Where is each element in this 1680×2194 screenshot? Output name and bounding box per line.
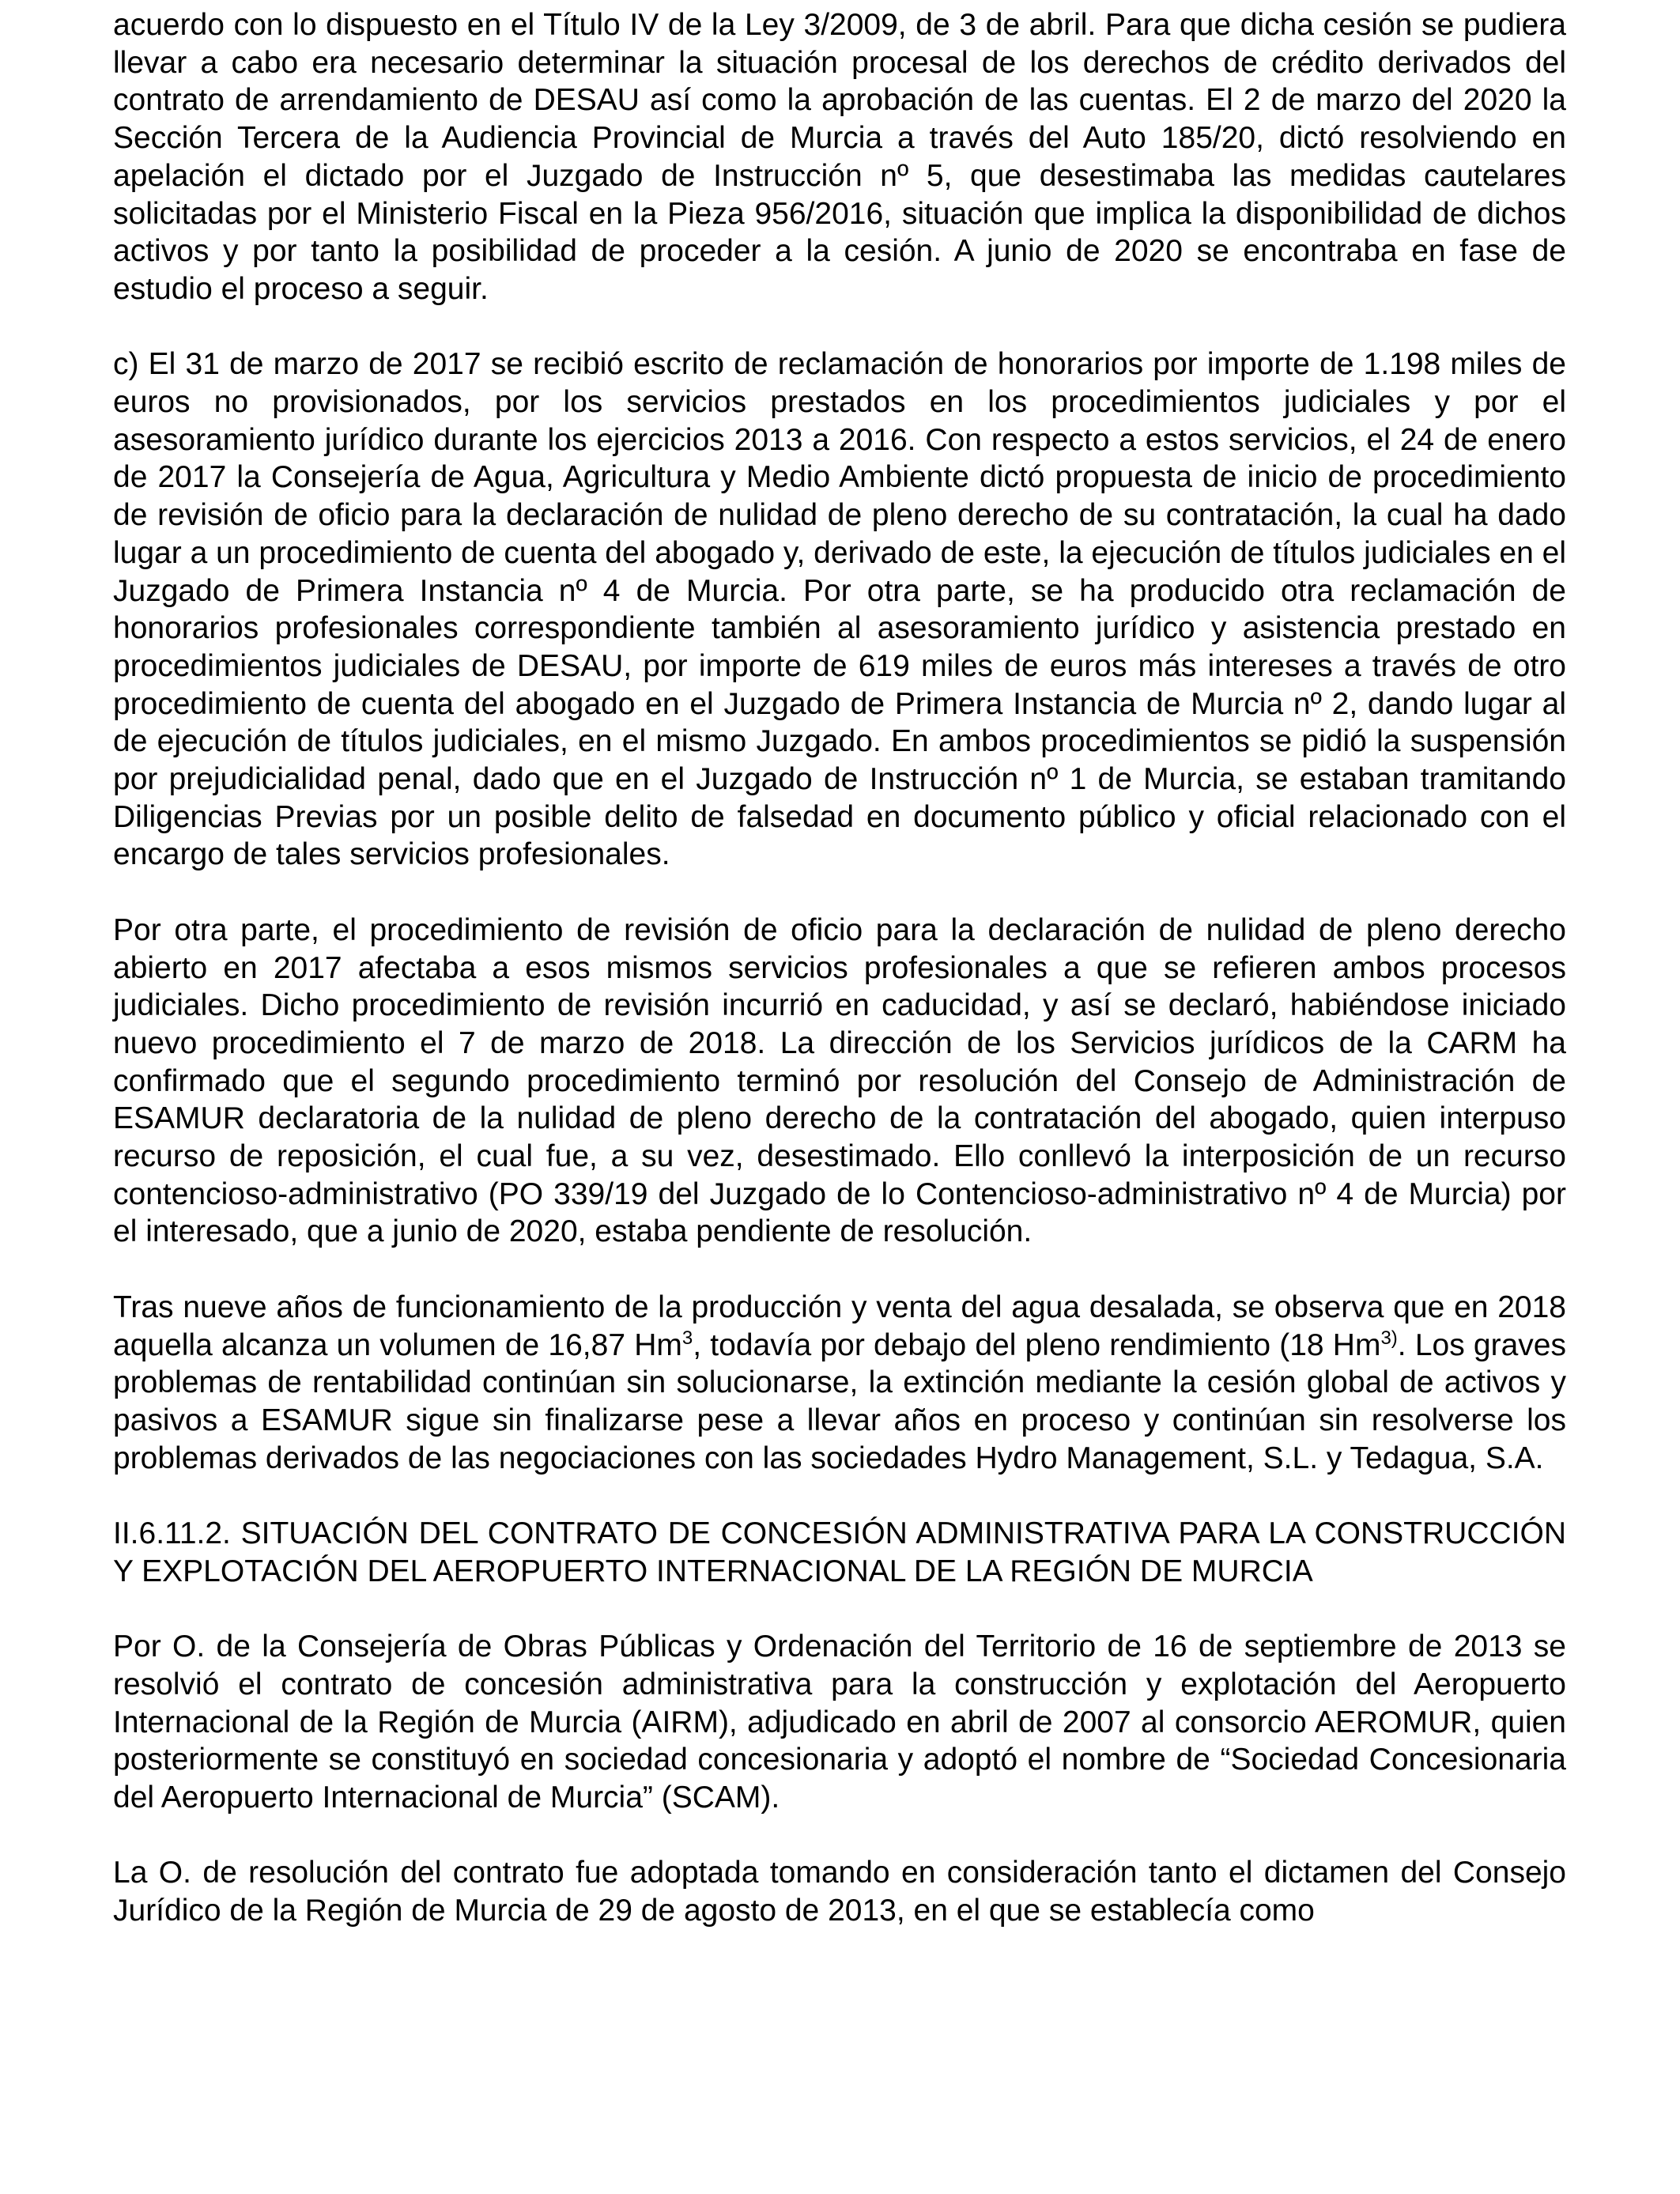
paragraph-cesion-activos: acuerdo con lo dispuesto en el Título IV de la Ley 3/2009, de 3 de abril. Para que dicha cesión se pudiera llevar a cabo era necesario determinar la situación procesal de los derechos de crédito derivados del contrato de arrendamiento de DESAU así como la aprobación de las cuentas. El 2 de marzo del 2020 la Sección Tercera de la Audiencia Provincial de Murcia a través del Auto 185/20, dictó resolviendo en apelación el dictado por el Juzgado de Instrucción nº 5, que desestimaba las medidas cautelares solicitadas por el Ministerio Fiscal en la Pieza 956/2016, situación que implica la disponibilidad de dichos activos y por tanto la posibilidad de proceder a la cesión. A junio de 2020 se encontraba en fase de estudio el proceso a seguir. [113,8,1566,306]
paragraph-text-part: . Los graves problemas de rentabilidad continúan sin solucionarse, la extinción mediante la cesión global de activos y pasivos a ESAMUR sigue sin finalizarse pese a llevar años en proceso y continúan sin resolverse los problemas derivados de las negociaciones con las sociedades Hydro Management, S.L. y Tedagua, S.A. [113,1327,1566,1475]
paragraph-dictamen: La O. de resolución del contrato fue adoptada tomando en consideración tanto el dictamen del Consejo Jurídico de la Región de Murcia de 29 de agosto de 2013, en el que se establecía como [113,1856,1566,1928]
section-heading: II.6.11.2. SITUACIÓN DEL CONTRATO DE CONCESIÓN ADMINISTRATIVA PARA LA CONSTRUCCIÓN Y EXPLOTACIÓN DEL AEROPUERTO INTERNACIONAL DE LA REGIÓN DE MURCIA [113,1516,1566,1588]
paragraph-text-part: , todavía por debajo del pleno rendimiento (18 Hm [693,1327,1381,1362]
paragraph-produccion-agua [113,1289,1566,1478]
paragraph-revision-oficio: Por otra parte, el procedimiento de revisión de oficio para la declaración de nulidad de pleno derecho abierto en 2017 afectaba a esos mismos servicios profesionales a que se refieren ambos procesos judiciales. Dicho procedimiento de revisión incurrió en caducidad, y así se declaró, habiéndose iniciado nuevo procedimiento el 7 de marzo de 2018. La dirección de los Servicios jurídicos de la CARM ha confirmado que el segundo procedimiento terminó por resolución del Consejo de Administración de ESAMUR declaratoria de la nulidad de pleno derecho de la contratación del abogado, quien interpuso recurso de reposición, el cual fue, a su vez, desestimado. Ello conllevó la interposición de un recurso contencioso-administrativo (PO 339/19 del Juzgado de lo Contencioso-administrativo nº 4 de Murcia) por el interesado, que a junio de 2020, estaba pendiente de resolución. [113,912,1566,1249]
paragraph-resolucion-contrato: Por O. de la Consejería de Obras Públicas y Ordenación del Territorio de 16 de septiembre de 2013 se resolvió el contrato de concesión administrativa para la construcción y explotación del Aeropuerto Internacional de la Región de Murcia (AIRM), adjudicado en abril de 2007 al consorcio AEROMUR, quien posteriormente se constituyó en sociedad concesionaria y adoptó el nombre de “Sociedad Concesionaria del Aeropuerto Internacional de Murcia” (SCAM). [113,1629,1566,1814]
superscript-cubic: 3 [681,1327,693,1349]
superscript-cubic: 3) [1380,1327,1398,1349]
paragraph-text-part: Tras nueve años de funcionamiento de la producción y venta del agua desalada, se observa que en 2018 aquella alcanza un volumen de 16,87 Hm [113,1290,1566,1362]
paragraph-reclamacion-honorarios: c) El 31 de marzo de 2017 se recibió escrito de reclamación de honorarios por importe de 1.198 miles de euros no provisionados, por los servicios prestados en los procedimientos judiciales y por el asesoramiento jurídico durante los ejercicios 2013 a 2016. Con respecto a estos servicios, el 24 de enero de 2017 la Consejería de Agua, Agricultura y Medio Ambiente dictó propuesta de inicio de procedimiento de revisión de oficio para la declaración de nulidad de pleno derecho de su contratación, la cual ha dado lugar a un procedimiento de cuenta del abogado y, derivado de este, la ejecución de títulos judiciales en el Juzgado de Primera Instancia nº 4 de Murcia. Por otra parte, se ha producido otra reclamación de honorarios profesionales correspondiente también al asesoramiento jurídico y asistencia prestado en procedimientos judiciales de DESAU, por importe de 619 miles de euros más intereses a través de otro procedimiento de cuenta del abogado en el Juzgado de Primera Instancia de Murcia nº 2, dando lugar al de ejecución de títulos judiciales, en el mismo Juzgado. En ambos procedimientos se pidió la suspensión por prejudicialidad penal, dado que en el Juzgado de Instrucción nº 1 de Murcia, se estaban tramitando Diligencias Previas por un posible delito de falsedad en documento público y oficial relacionado con el encargo de tales servicios profesionales. [113,347,1566,872]
document-page [113,6,1566,1930]
